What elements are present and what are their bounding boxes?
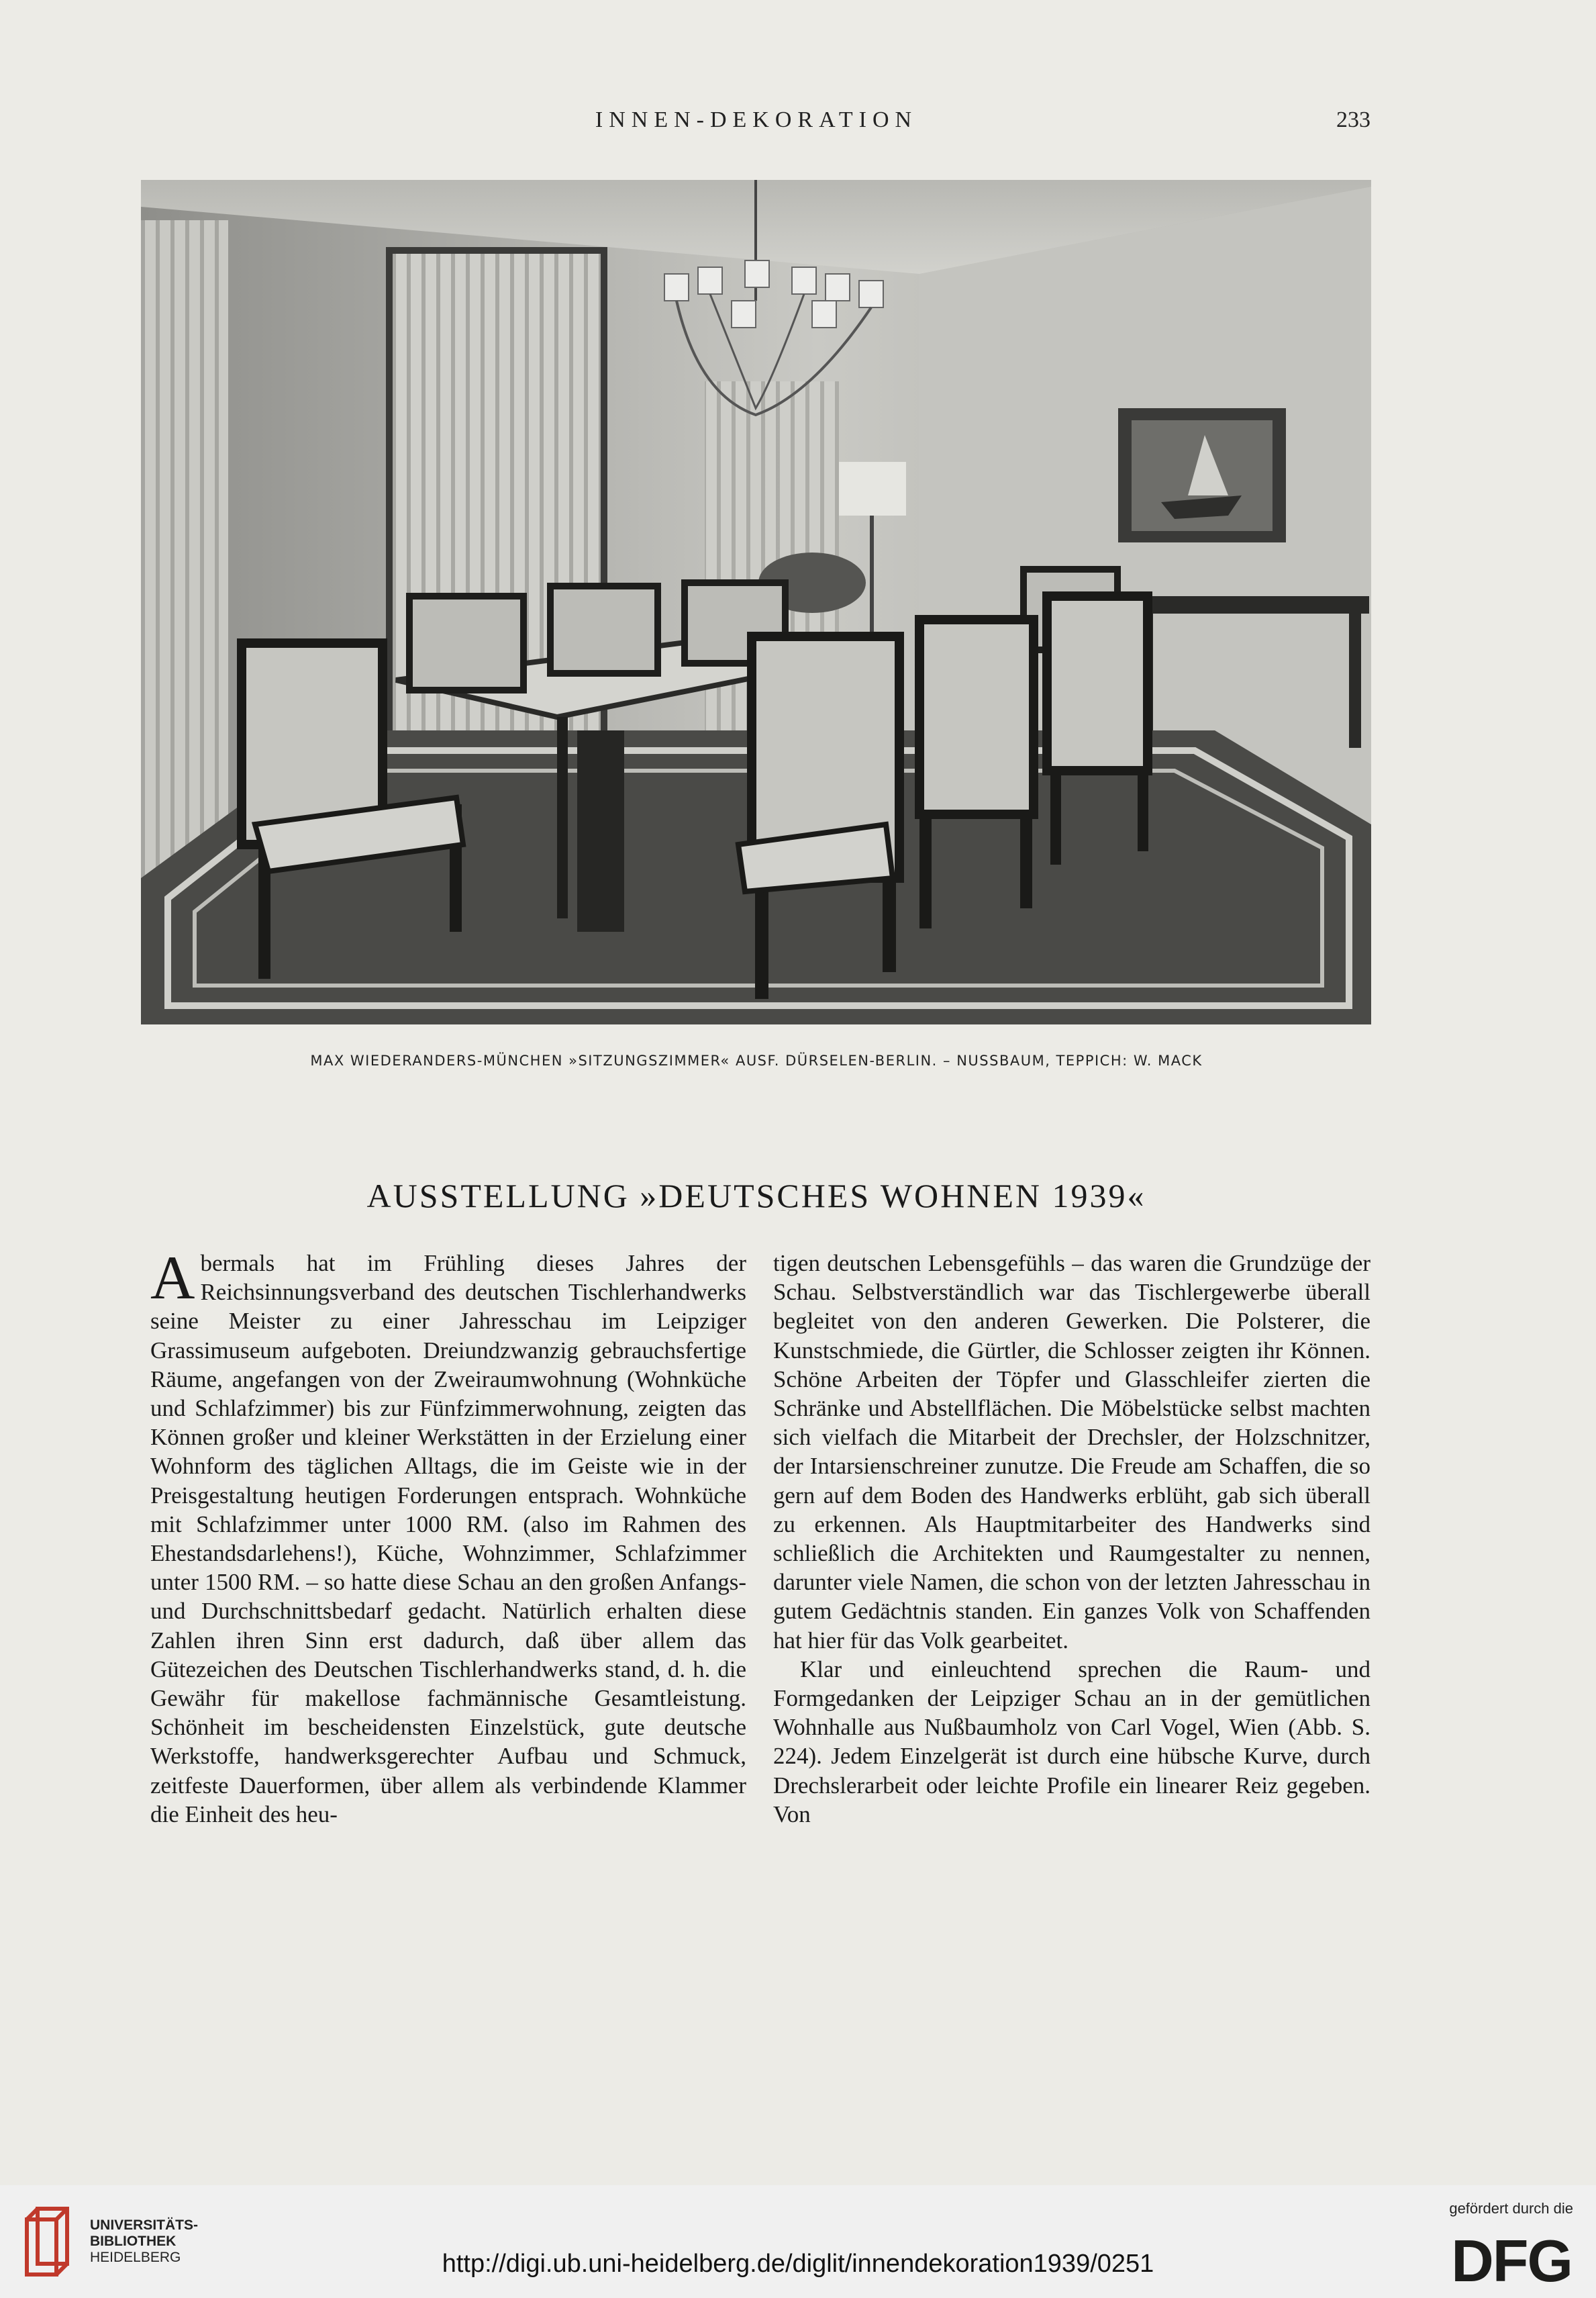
dfg-logo: DFG <box>1451 2228 1572 2294</box>
running-title: INNEN-DEKORATION <box>595 107 918 132</box>
page-header <box>142 107 1370 141</box>
library-name-line: UNIVERSITÄTS- <box>90 2217 199 2233</box>
page-number: 233 <box>1336 107 1370 132</box>
digitization-footer <box>0 2185 1596 2298</box>
figure-caption: MAX WIEDERANDERS-MÜNCHEN »SITZUNGSZIMMER« AUSF. DÜRSELEN-BERLIN. – NUSSBAUM, TEPPICH: W. MACK <box>310 1053 1203 1069</box>
article-column-left <box>150 1243 746 1829</box>
left-column-text: bermals hat im Frühling dieses Jahres der Reichsinnungsverband des deutschen Tischlerhandwerks seine Meister zu einer Jahresschau im Leipziger Grassimuseum aufgeboten. Dreiundzwanzig gebrauchsfertige Räume, angefangen von der Zweiraumwohnung (Wohnküche und Schlafzimmer) bis zur Fünfzimmerwohnung, zeigten das Können großer und kleiner Werkstätten in der Erzielung einer Wohnform des täglichen Alltags, die im Geiste wie in der Preisgestaltung heutigen Forderungen entsprach. Wohnküche mit Schlafzimmer unter 1000 RM. (also im Rahmen des Ehestandsdarlehens!), Küche, Wohnzimmer, Schlafzimmer unter 1500 RM. – so hatte diese Schau an den großen Anfangs- und Durchschnittsbedarf gedacht. Natürlich erhalten diese Zahlen ihren Sinn erst dadurch, daß über allem das Gütezeichen des Deutschen Tischlerhandwerks stand, d. h. die Gewähr für makellose fachmännische Gesamtleistung. Schönheit im bescheidensten Einzelstück, gute deutsche Werkstoffe, handwerksgerechter Aufbau und Schmuck, zeitfeste Dauerformen, über allem als verbindende Klammer die Einheit des heu- <box>150 1250 746 1827</box>
article-title: AUSSTELLUNG »DEUTSCHES WOHNEN 1939« <box>366 1177 1146 1214</box>
article-column-right <box>773 1249 1370 1829</box>
drop-cap: A <box>150 1243 195 1312</box>
paragraph <box>150 1243 746 1829</box>
library-name-line: HEIDELBERG <box>90 2250 181 2265</box>
source-url-link[interactable]: http://digi.ub.uni-heidelberg.de/diglit/innendekoration1939/0251 <box>442 2250 1154 2278</box>
paragraph: tigen deutschen Lebensgefühls – das waren die Grundzüge der Schau. Selbstverständlich war das Tischlergewerbe überall begleitet von den anderen Gewerken. Die Polsterer, die Kunstschmiede, die Gürtler, die Schlosser zeigten ihr Können. Schöne Arbeiten der Töpfer und Glasschleifer zierten die Schränke und Abstellflächen. Die Möbelstücke selbst machten sich vielfach die Mitarbeit der Drechsler, der Holzschnitzer, der Intarsienschreiner zunutze. Die Freude am Schaffen, die so gern auf dem Boden des Handwerks erblüht, gab sich überall zu erkennen. Als Hauptmitarbeiter des Handwerks sind schließlich die Architekten und Raumgestalter zu nennen, darunter viele Namen, die schon von der letzten Jahresschau in gutem Gedächtnis standen. Ein ganzes Volk von Schaffenden hat hier für das Volk gearbeitet. <box>773 1250 1370 1654</box>
paragraph: Klar und einleuchtend sprechen die Raum- und Formgedanken der Leipziger Schau an in der gemütlichen Wohnhalle aus Nußbaumholz von Carl Vogel, Wien (Abb. S. 224). Jedem Einzelgerät ist durch eine hübsche Kurve, durch Drechslerarbeit oder leichte Profile ein linearer Reiz gegeben. Von <box>773 1656 1370 1827</box>
dining-room-photo <box>141 180 1371 1024</box>
funding-note: gefördert durch die <box>1449 2200 1573 2217</box>
library-name-line: BIBLIOTHEK <box>90 2234 177 2249</box>
